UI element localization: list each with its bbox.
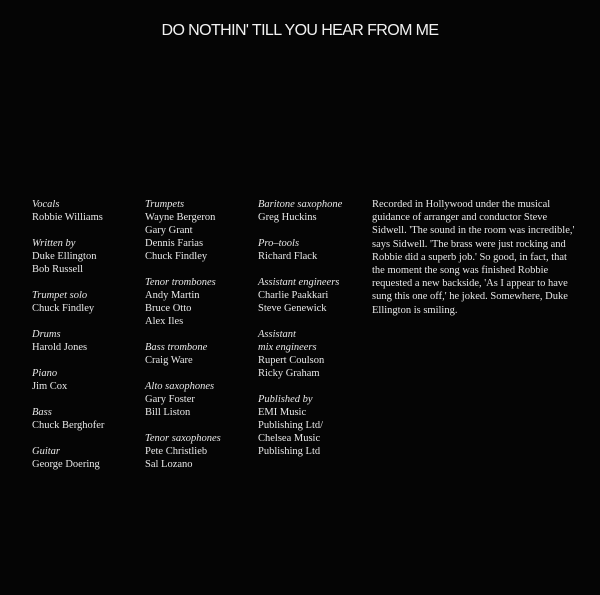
credit-name: Publishing Ltd/ bbox=[258, 420, 324, 431]
notes-line: requested a new backside, 'As I appear to have bbox=[372, 278, 568, 290]
credit-role: Baritone saxophone bbox=[258, 199, 343, 210]
credit-name: Chelsea Music bbox=[258, 433, 321, 444]
credit-group bbox=[32, 367, 132, 393]
credit-name: Steve Genewick bbox=[258, 303, 327, 314]
credit-name: Chuck Findley bbox=[145, 251, 208, 262]
credit-group bbox=[258, 198, 363, 224]
credit-name: Harold Jones bbox=[32, 342, 88, 353]
credit-role: Published by bbox=[258, 394, 313, 405]
credit-group bbox=[258, 237, 363, 263]
credit-name: George Doering bbox=[32, 459, 100, 470]
credit-name: Alex Iles bbox=[145, 316, 184, 327]
credit-name: Ricky Graham bbox=[258, 368, 320, 379]
recording-notes bbox=[372, 198, 587, 317]
notes-line: Recorded in Hollywood under the musical bbox=[372, 199, 551, 210]
credit-name: Sal Lozano bbox=[145, 459, 193, 470]
credit-group bbox=[32, 237, 132, 276]
credit-name: Bill Liston bbox=[145, 407, 191, 418]
credit-name: Wayne Bergeron bbox=[145, 212, 216, 223]
notes-line: sung this one off,' he joked. Somewhere, Duke bbox=[372, 291, 568, 303]
notes-line: Robbie did a superb job.' So good, in fact, that bbox=[372, 251, 567, 263]
credit-group bbox=[32, 289, 132, 315]
credit-name: Richard Flack bbox=[258, 251, 318, 262]
song-title: DO NOTHIN' TILL YOU HEAR FROM ME bbox=[161, 22, 439, 39]
notes-line: the moment the song was finished Robbie bbox=[372, 265, 549, 277]
credit-group bbox=[32, 198, 132, 224]
credit-name: Jim Cox bbox=[32, 381, 68, 392]
credit-group bbox=[145, 380, 250, 419]
credit-role: Trumpet solo bbox=[32, 290, 88, 301]
credit-name: Rupert Coulson bbox=[258, 355, 325, 366]
credit-group bbox=[145, 432, 250, 471]
credit-name: Publishing Ltd bbox=[258, 446, 321, 457]
credit-name: Gary Grant bbox=[145, 225, 193, 236]
credit-group bbox=[32, 328, 132, 354]
credit-group bbox=[32, 445, 132, 471]
credit-role: Assistant bbox=[258, 329, 296, 340]
credit-role: Pro–tools bbox=[258, 238, 300, 249]
credit-name: EMI Music bbox=[258, 407, 307, 418]
credit-role: Bass trombone bbox=[145, 342, 208, 353]
notes-line: says Sidwell. 'The brass were just rocking and bbox=[372, 238, 566, 250]
credits-column-2 bbox=[145, 198, 250, 484]
credit-name: Bruce Otto bbox=[145, 303, 192, 314]
credit-name: Greg Huckins bbox=[258, 212, 317, 223]
credit-name: Pete Christlieb bbox=[145, 446, 208, 457]
credit-role: Tenor trombones bbox=[145, 277, 216, 288]
credit-name: Bob Russell bbox=[32, 264, 84, 275]
credit-name: Andy Martin bbox=[145, 290, 200, 301]
credit-role: Tenor saxophones bbox=[145, 433, 221, 444]
credit-name: Robbie Williams bbox=[32, 212, 103, 223]
notes-line: Sidwell. 'The sound in the room was incredible,' bbox=[372, 225, 575, 237]
credit-role: Assistant engineers bbox=[258, 277, 340, 288]
credit-role: Written by bbox=[32, 238, 76, 249]
credit-name: Chuck Berghofer bbox=[32, 420, 105, 431]
credit-role: Drums bbox=[32, 329, 61, 340]
credit-group bbox=[145, 341, 250, 367]
credit-name: Charlie Paakkari bbox=[258, 290, 329, 301]
credits-column-3 bbox=[258, 198, 363, 471]
credit-name: Chuck Findley bbox=[32, 303, 95, 314]
credit-group bbox=[258, 328, 363, 380]
credit-name: Dennis Farias bbox=[145, 238, 204, 249]
credit-group bbox=[145, 276, 250, 328]
credit-role: Alto saxophones bbox=[145, 381, 215, 392]
credit-role: mix engineers bbox=[258, 342, 317, 353]
credit-name: Gary Foster bbox=[145, 394, 195, 405]
credit-name: Craig Ware bbox=[145, 355, 193, 366]
credit-role: Guitar bbox=[32, 446, 61, 457]
notes-line: guidance of arranger and conductor Steve bbox=[372, 212, 548, 224]
notes-line: Ellington is smiling. bbox=[372, 304, 458, 316]
credit-role: Trumpets bbox=[145, 199, 185, 210]
credits-column-1 bbox=[32, 198, 132, 484]
credit-group bbox=[145, 198, 250, 263]
credit-role: Vocals bbox=[32, 199, 60, 210]
credit-role: Piano bbox=[32, 368, 58, 379]
credit-role: Bass bbox=[32, 407, 52, 418]
credit-group bbox=[32, 406, 132, 432]
credit-name: Duke Ellington bbox=[32, 251, 97, 262]
credit-group bbox=[258, 393, 363, 458]
credit-group bbox=[258, 276, 363, 315]
